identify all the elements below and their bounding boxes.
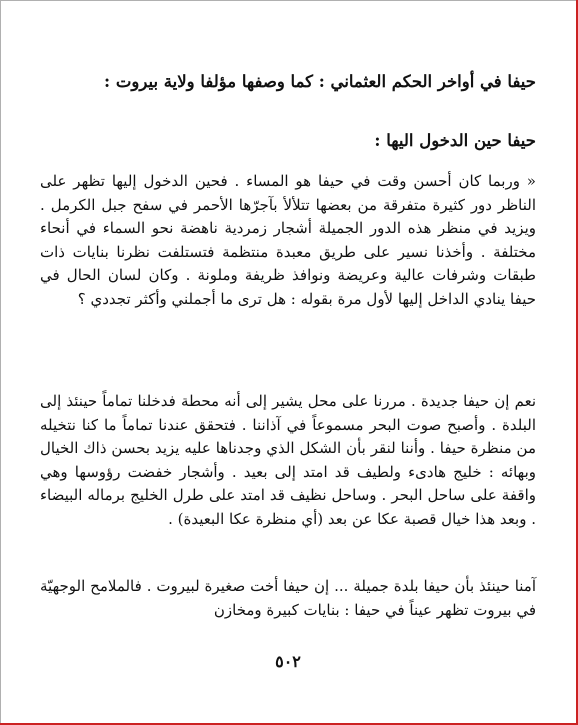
paragraph-1: « وربما كان أحسن وقت في حيفا هو المساء . فحين الدخول إليها تظهر على الناظر دور كثيرة متفرقة من بعضها تتلألأ بآجرّها الأحمر في سفح جبل الكرمل . ويزيد في منظر هذه الدور الجميلة أشجار زمردية ناهضة نحو السماء في أنحاء مختلفة . وأخذنا نسير على طريق معبدة منتظمة فتستلفت نظرنا بنايات ذات طبقات وشرفات عالية وعريضة ونوافذ ظريفة وملونة . وكان لسان الحال في حيفا ينادي الداخل إليها لأول مرة بقوله : هل ترى ما أجملني وأكثر تجددي ؟: [40, 172, 536, 308]
paragraph-3: آمنا حينئذ بأن حيفا بلدة جميلة ... إن حيفا أخت صغيرة لبيروت . فالملامح الوجهيّة في بيروت تظهر عيناً في حيفا : بنايات كبيرة ومخازن: [40, 577, 536, 619]
paragraph-2: نعم إن حيفا جديدة . مررنا على محل يشير إلى أنه محطة فدخلنا تماماً حينئذ إلى البلدة . وأصبح صوت البحر مسموعاً في آذاننا . فتحقق عندنا تماماً ما كنا نتخيله من منظرة حيفا . وأننا لنقر بأن الشكل الذي وجدناها عليه يزيد بحسن ذاك الخيال وبهائه : خليج هادىء ولطيف قد امتد إلى بعيد . وأشجار خفضت رؤوسها وهي واقفة على ساحل البحر . وساحل نظيف قد امتد على طرل الخليج برماله البيضاء . وبعد هذا خيال قصبة عكا عن بعد (أي منظرة عكا البعيدة) .: [40, 392, 536, 528]
section-heading: حيفا حين الدخول اليها :: [374, 131, 536, 150]
page-number: ٥٠٢: [275, 652, 301, 671]
document-page: [40, 0, 536, 725]
page-title: حيفا في أواخر الحكم العثماني : كما وصفها مؤلفا ولاية بيروت :: [104, 72, 536, 91]
